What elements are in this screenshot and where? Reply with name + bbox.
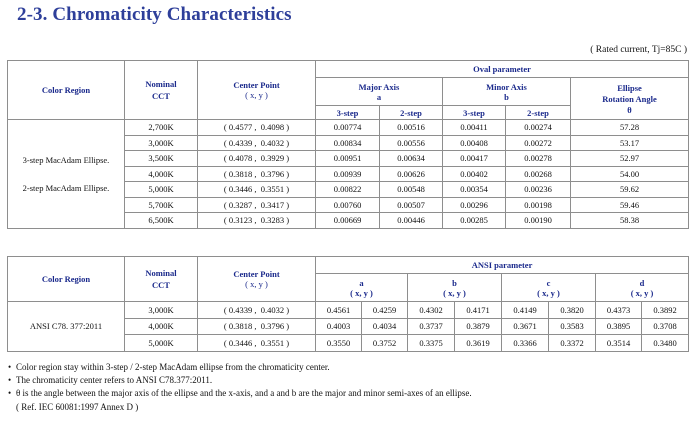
major-3step-cell: 0.00669 xyxy=(316,213,380,229)
header-ellipse-rotation-sub: θ xyxy=(627,104,632,115)
ansi-d-y-cell: 0.3708 xyxy=(642,318,689,335)
ansi-table xyxy=(7,256,689,352)
center-y: 0.3283 xyxy=(260,215,285,226)
major-2step-cell: 0.00548 xyxy=(380,182,443,198)
header-ansi-c xyxy=(502,274,596,302)
header-minor-axis-sub: b xyxy=(504,91,509,102)
center-x: 0.4339 xyxy=(228,304,253,315)
header-major-axis-sub: a xyxy=(376,91,382,102)
center-y: 0.3796 xyxy=(260,321,285,332)
header-center-point-sub: ( x, y ) xyxy=(245,279,268,289)
header-minor-axis-label: Minor Axis xyxy=(486,81,527,92)
region-cell-ansi: ANSI C78. 377:2011 xyxy=(8,302,125,352)
major-3step-cell: 0.00774 xyxy=(316,120,380,136)
major-3step-cell: 0.00939 xyxy=(316,166,380,182)
center-point-cell: ( 0.3446 , 0.3551 ) xyxy=(198,335,316,352)
center-point-cell: ( 0.3123 , 0.3283 ) xyxy=(198,213,316,229)
minor-3step-cell: 0.00296 xyxy=(443,197,506,213)
minor-2step-cell: 0.00198 xyxy=(506,197,571,213)
minor-2step-cell: 0.00268 xyxy=(506,166,571,182)
major-2step-cell: 0.00516 xyxy=(380,120,443,136)
minor-2step-cell: 0.00272 xyxy=(506,135,571,151)
ansi-a-x-cell: 0.3550 xyxy=(316,335,362,352)
note-text: Color region stay within 3-step / 2-step MacAdam ellipse from the chromaticity center. xyxy=(16,362,330,372)
header-major-3step: 3-step xyxy=(316,106,380,120)
major-3step-cell: 0.00834 xyxy=(316,135,380,151)
cct-cell: 3,000K xyxy=(125,302,198,319)
region-cell-macadam xyxy=(8,120,125,229)
cct-cell: 6,500K xyxy=(125,213,198,229)
minor-3step-cell: 0.00285 xyxy=(443,213,506,229)
ansi-d-x-cell: 0.3514 xyxy=(596,335,642,352)
header-center-point-sub: ( x, y ) xyxy=(245,90,268,100)
cct-cell: 3,500K xyxy=(125,151,198,167)
header-ansi-a xyxy=(316,274,408,302)
header-color-region: Color Region xyxy=(8,61,125,120)
center-point-cell: ( 0.3287 , 0.3417 ) xyxy=(198,197,316,213)
center-x: 0.4078 xyxy=(228,153,253,164)
cct-cell: 5,700K xyxy=(125,197,198,213)
minor-3step-cell: 0.00354 xyxy=(443,182,506,198)
center-x: 0.3123 xyxy=(228,215,253,226)
ansi-b-x-cell: 0.3375 xyxy=(408,335,455,352)
header-nominal-cct-text: Nominal CCT xyxy=(145,268,177,290)
ansi-b-y-cell: 0.3879 xyxy=(455,318,502,335)
header-nominal-cct xyxy=(125,257,198,302)
ansi-c-y-cell: 0.3583 xyxy=(549,318,596,335)
bullet-icon: • xyxy=(8,375,12,386)
note-text: θ is the angle between the major axis of the ellipse and the x-axis, and a and b are the major and minor semi-axes of an ellipse. xyxy=(16,388,472,399)
header-ansi-b xyxy=(408,274,502,302)
center-x: 0.3446 xyxy=(228,337,253,348)
major-2step-cell: 0.00626 xyxy=(380,166,443,182)
major-3step-cell: 0.00760 xyxy=(316,197,380,213)
rotation-angle-cell: 57.28 xyxy=(571,120,689,136)
rotation-angle-cell: 58.38 xyxy=(571,213,689,229)
center-point-cell: ( 0.4078 , 0.3929 ) xyxy=(198,151,316,167)
table-row xyxy=(8,302,689,319)
header-minor-3step: 3-step xyxy=(443,106,506,120)
header-ansi-b-sub: ( x, y ) xyxy=(443,287,466,298)
rated-current-note: ( Rated current, Tj=85C ) xyxy=(590,45,687,55)
ansi-c-x-cell: 0.3366 xyxy=(502,335,549,352)
cct-cell: 2,700K xyxy=(125,120,198,136)
header-ansi-parameter: ANSI parameter xyxy=(316,257,689,274)
notes xyxy=(8,361,472,414)
header-center-point xyxy=(198,61,316,120)
minor-2step-cell: 0.00278 xyxy=(506,151,571,167)
center-point-cell: ( 0.4577 , 0.4098 ) xyxy=(198,120,316,136)
cct-cell: 5,000K xyxy=(125,182,198,198)
header-ellipse-rotation xyxy=(571,78,689,120)
header-ansi-c-label: c xyxy=(546,277,551,288)
center-point-cell: ( 0.3446 , 0.3551 ) xyxy=(198,182,316,198)
bullet-icon: • xyxy=(8,362,12,372)
ansi-a-x-cell: 0.4003 xyxy=(316,318,362,335)
center-point-cell: ( 0.3818 , 0.3796 ) xyxy=(198,166,316,182)
rotation-angle-cell: 52.97 xyxy=(571,151,689,167)
header-major-2step: 2-step xyxy=(380,106,443,120)
center-point-cell: ( 0.4339 , 0.4032 ) xyxy=(198,135,316,151)
center-y: 0.3551 xyxy=(260,184,285,195)
rotation-angle-cell: 59.62 xyxy=(571,182,689,198)
note-item xyxy=(8,361,472,374)
minor-2step-cell: 0.00274 xyxy=(506,120,571,136)
ansi-c-y-cell: 0.3820 xyxy=(549,302,596,319)
center-x: 0.3287 xyxy=(228,199,253,210)
cct-cell: 4,000K xyxy=(125,318,198,335)
header-major-axis xyxy=(316,78,443,106)
center-y: 0.3417 xyxy=(260,199,285,210)
note-text: The chromaticity center refers to ANSI C78.377:2011. xyxy=(16,375,213,386)
ansi-b-y-cell: 0.4171 xyxy=(455,302,502,319)
major-2step-cell: 0.00446 xyxy=(380,213,443,229)
center-y: 0.4032 xyxy=(260,304,285,315)
rotation-angle-cell: 53.17 xyxy=(571,135,689,151)
center-y: 0.4032 xyxy=(260,137,285,148)
center-y: 0.3796 xyxy=(260,168,285,179)
header-center-point-label: Center Point xyxy=(233,269,280,279)
header-ansi-d xyxy=(596,274,689,302)
header-ansi-a-label: a xyxy=(359,277,364,288)
center-y: 0.3551 xyxy=(260,337,285,348)
major-2step-cell: 0.00634 xyxy=(380,151,443,167)
chromaticity-table xyxy=(7,60,689,229)
header-center-point-label: Center Point xyxy=(233,80,280,90)
center-y: 0.3929 xyxy=(260,153,285,164)
ansi-a-y-cell: 0.3752 xyxy=(362,335,408,352)
center-x: 0.4339 xyxy=(228,137,253,148)
header-oval-parameter: Oval parameter xyxy=(316,61,689,78)
cct-cell: 3,000K xyxy=(125,135,198,151)
center-x: 0.4577 xyxy=(228,122,253,133)
header-ansi-d-label: d xyxy=(639,277,645,288)
ansi-c-x-cell: 0.4149 xyxy=(502,302,549,319)
header-color-region: Color Region xyxy=(8,257,125,302)
reference-note: ( Ref. IEC 60081:1997 Annex D ) xyxy=(16,401,139,412)
header-ansi-c-sub: ( x, y ) xyxy=(537,287,560,298)
ansi-a-x-cell: 0.4561 xyxy=(316,302,362,319)
note-item xyxy=(8,387,472,400)
center-x: 0.3818 xyxy=(228,321,253,332)
ansi-b-y-cell: 0.3619 xyxy=(455,335,502,352)
minor-2step-cell: 0.00190 xyxy=(506,213,571,229)
note-item xyxy=(8,374,472,387)
page-title: 2-3. Chromaticity Characteristics xyxy=(17,4,292,25)
center-point-cell: ( 0.3818 , 0.3796 ) xyxy=(198,318,316,335)
header-ansi-b-label: b xyxy=(452,277,457,288)
header-nominal-cct-text: Nominal CCT xyxy=(145,79,177,101)
ansi-a-y-cell: 0.4034 xyxy=(362,318,408,335)
bullet-icon: • xyxy=(8,388,12,399)
ansi-c-x-cell: 0.3671 xyxy=(502,318,549,335)
minor-3step-cell: 0.00402 xyxy=(443,166,506,182)
ansi-b-x-cell: 0.3737 xyxy=(408,318,455,335)
header-ellipse-rotation-label: Ellipse Rotation Angle xyxy=(602,82,657,104)
ansi-d-x-cell: 0.4373 xyxy=(596,302,642,319)
header-ansi-d-sub: ( x, y ) xyxy=(630,287,654,298)
minor-3step-cell: 0.00408 xyxy=(443,135,506,151)
ansi-b-x-cell: 0.4302 xyxy=(408,302,455,319)
header-major-axis-label: Major Axis xyxy=(358,81,400,92)
major-3step-cell: 0.00822 xyxy=(316,182,380,198)
center-point-cell: ( 0.4339 , 0.4032 ) xyxy=(198,302,316,319)
cct-cell: 5,000K xyxy=(125,335,198,352)
header-minor-2step: 2-step xyxy=(506,106,571,120)
region-label-3step: 3-step MacAdam Ellipse. xyxy=(22,154,110,165)
major-3step-cell: 0.00951 xyxy=(316,151,380,167)
minor-3step-cell: 0.00417 xyxy=(443,151,506,167)
ansi-c-y-cell: 0.3372 xyxy=(549,335,596,352)
ansi-d-x-cell: 0.3895 xyxy=(596,318,642,335)
rotation-angle-cell: 54.00 xyxy=(571,166,689,182)
ansi-d-y-cell: 0.3892 xyxy=(642,302,689,319)
center-y: 0.4098 xyxy=(260,122,285,133)
major-2step-cell: 0.00556 xyxy=(380,135,443,151)
rotation-angle-cell: 59.46 xyxy=(571,197,689,213)
minor-3step-cell: 0.00411 xyxy=(443,120,506,136)
header-minor-axis xyxy=(443,78,571,106)
ansi-a-y-cell: 0.4259 xyxy=(362,302,408,319)
region-label-2step: 2-step MacAdam Ellipse. xyxy=(22,182,110,193)
center-x: 0.3446 xyxy=(228,184,253,195)
minor-2step-cell: 0.00236 xyxy=(506,182,571,198)
table-row xyxy=(8,120,689,136)
header-nominal-cct xyxy=(125,61,198,120)
major-2step-cell: 0.00507 xyxy=(380,197,443,213)
cct-cell: 4,000K xyxy=(125,166,198,182)
ansi-d-y-cell: 0.3480 xyxy=(642,335,689,352)
header-center-point xyxy=(198,257,316,302)
header-ansi-a-sub: ( x, y ) xyxy=(350,287,373,298)
center-x: 0.3818 xyxy=(228,168,253,179)
